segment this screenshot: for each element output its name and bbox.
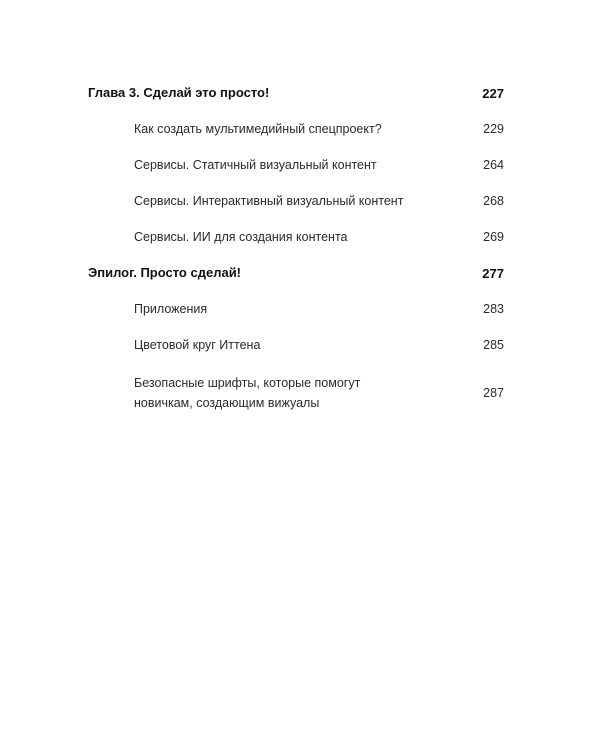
- toc-entry-page: 287: [483, 386, 504, 400]
- toc-chapter-epilogue[interactable]: [88, 262, 504, 284]
- toc-entry-title: Сервисы. ИИ для создания контента: [134, 230, 348, 244]
- toc-section-appendix[interactable]: [88, 298, 504, 320]
- toc-section-safe-fonts[interactable]: [88, 370, 504, 416]
- toc-section-interactive-content[interactable]: [88, 190, 504, 212]
- toc-entry-title: Эпилог. Просто сделай!: [88, 265, 242, 280]
- toc-section-static-content[interactable]: [88, 154, 504, 176]
- toc-chapter-3[interactable]: [88, 82, 504, 104]
- toc-section-ai-content[interactable]: [88, 226, 504, 248]
- toc-entry-page: 264: [483, 158, 504, 172]
- toc-entry-title: Приложения: [134, 302, 208, 316]
- toc-entry-title: Глава 3. Сделай это просто!: [88, 85, 270, 100]
- toc-section-multimedia[interactable]: [88, 118, 504, 140]
- toc-entry-title: Цветовой круг Иттена: [134, 338, 261, 352]
- toc-entry-page: 269: [483, 230, 504, 244]
- toc-entry-title: Как создать мультимедийный спецпроект?: [134, 122, 382, 136]
- toc-entry-page: 227: [482, 85, 504, 101]
- toc-entry-page: 277: [482, 265, 504, 281]
- toc-entry-page: 285: [483, 338, 504, 352]
- toc-entry-page: 268: [483, 194, 504, 208]
- toc-entry-page: 283: [483, 302, 504, 316]
- toc-entry-title: Безопасные шрифты, которые помогут новичкам, создающим вижуалы: [134, 376, 361, 410]
- toc-entry-page: 229: [483, 122, 504, 136]
- toc-section-itten-wheel[interactable]: [88, 334, 504, 356]
- table-of-contents: [88, 82, 504, 430]
- toc-entry-title: Сервисы. Интерактивный визуальный контент: [134, 194, 404, 208]
- toc-entry-title: Сервисы. Статичный визуальный контент: [134, 158, 377, 172]
